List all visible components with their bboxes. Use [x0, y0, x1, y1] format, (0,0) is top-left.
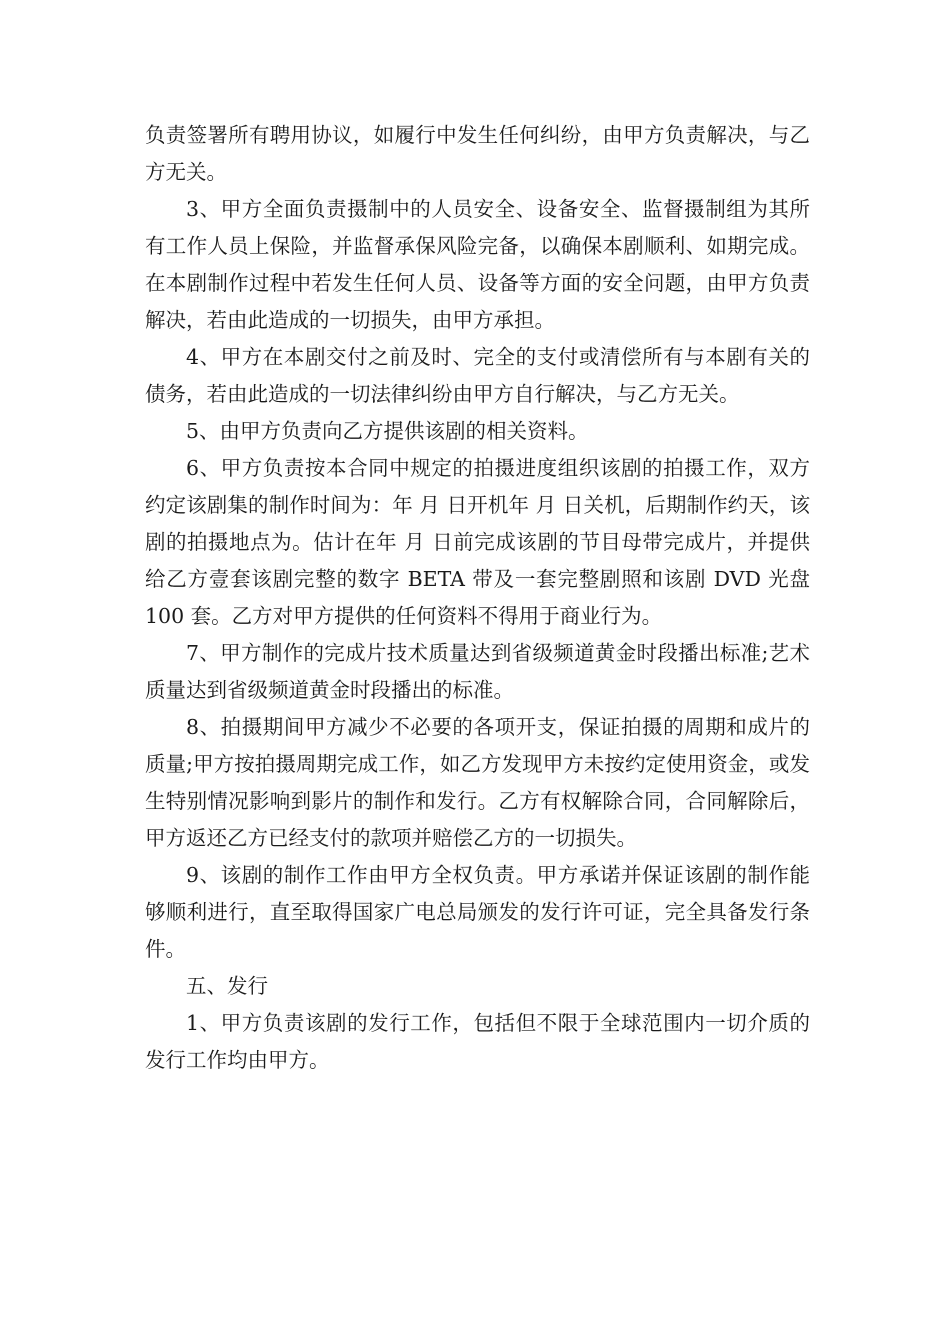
paragraph-clause-5: 5、由甲方负责向乙方提供该剧的相关资料。: [186, 419, 589, 443]
paragraph-clause-7: 7、甲方制作的完成片技术质量达到省级频道黄金时段播出标准;艺术质量达到省级频道黄金时段播出的标准。: [145, 641, 810, 702]
section-heading-distribution: 五、发行: [186, 974, 268, 998]
paragraph-clause-4: 4、甲方在本剧交付之前及时、完全的支付或清偿所有与本剧有关的债务，若由此造成的一切法律纠纷由甲方自行解决，与乙方无关。: [145, 345, 810, 406]
paragraph-clause-8: 8、拍摄期间甲方减少不必要的各项开支，保证拍摄的周期和成片的质量;甲方按拍摄周期完成工作，如乙方发现甲方未按约定使用资金，或发生特别情况影响到影片的制作和发行。乙方有权解除合同，合同解除后，甲方返还乙方已经支付的款项并赔偿乙方的一切损失。: [145, 715, 810, 850]
paragraph-distribution-clause-1: 1、甲方负责该剧的发行工作，包括但不限于全球范围内一切介质的发行工作均由甲方。: [145, 1011, 810, 1072]
paragraph-clause-9: 9、该剧的制作工作由甲方全权负责。甲方承诺并保证该剧的制作能够顺利进行，直至取得国家广电总局颁发的发行许可证，完全具备发行条件。: [145, 863, 810, 961]
paragraph-clause-6: 6、甲方负责按本合同中规定的拍摄进度组织该剧的拍摄工作，双方约定该剧集的制作时间为：年 月 日开机年 月 日关机，后期制作约天，该剧的拍摄地点为。估计在年 月 日前完成该剧的节目母带完成片，并提供给乙方壹套该剧完整的数字 BETA 带及一套完整剧照和该剧 DVD 光盘 100 套。乙方对甲方提供的任何资料不得用于商业行为。: [145, 456, 810, 628]
paragraph-continuation: 负责签署所有聘用协议，如履行中发生任何纠纷，由甲方负责解决，与乙方无关。: [145, 123, 810, 184]
paragraph-clause-3: 3、甲方全面负责摄制中的人员安全、设备安全、监督摄制组为其所有工作人员上保险，并监督承保风险完备，以确保本剧顺利、如期完成。在本剧制作过程中若发生任何人员、设备等方面的安全问题，由甲方负责解决，若由此造成的一切损失，由甲方承担。: [145, 197, 810, 332]
document-body: [145, 117, 810, 1079]
